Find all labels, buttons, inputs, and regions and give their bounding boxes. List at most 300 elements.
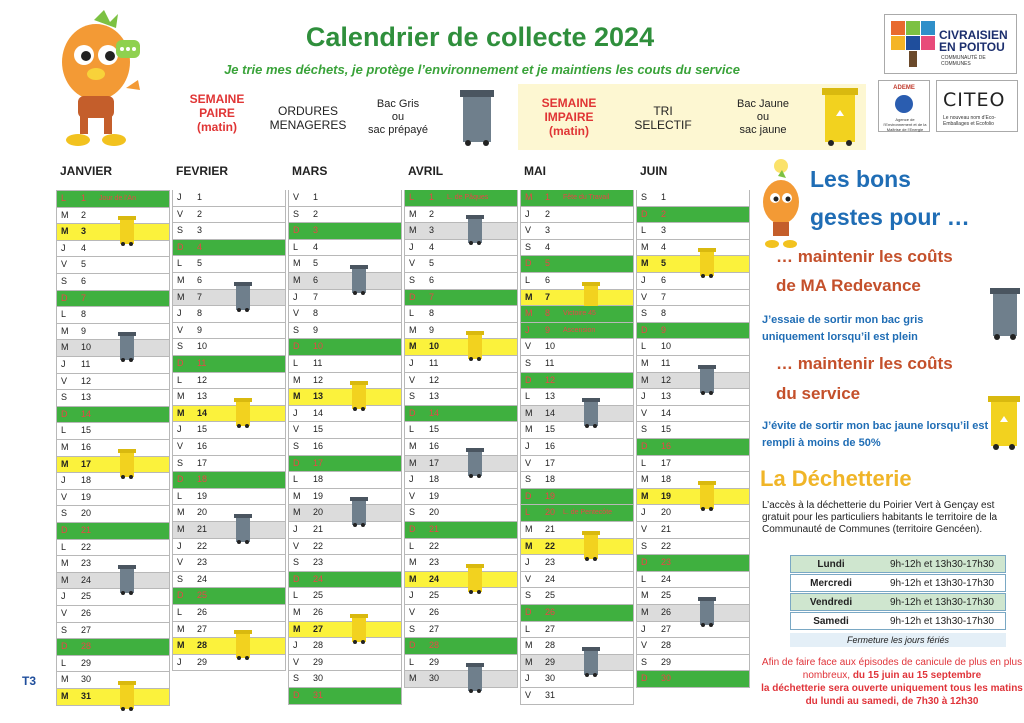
day-number: 9: [197, 324, 203, 335]
tree-logo-icon: [891, 21, 935, 67]
day-letter: M: [293, 507, 301, 518]
day-number: 12: [661, 374, 672, 385]
day-cell: [520, 190, 634, 207]
day-cell: [636, 472, 750, 489]
day-letter: V: [409, 258, 416, 269]
day-letter: S: [293, 208, 300, 219]
day-letter: M: [525, 656, 533, 667]
day-number: 20: [313, 507, 324, 518]
day-cell: [636, 256, 750, 273]
day-cell: [404, 655, 518, 672]
day-number: 2: [197, 208, 203, 219]
day-number: 30: [661, 673, 672, 684]
dechetterie-title: La Déchetterie: [760, 466, 912, 491]
tip-bac-jaune: J’évite de sortir mon bac jaune lorsqu’il est rempli à moins de 50%: [762, 420, 989, 449]
day-number: 23: [197, 557, 208, 568]
day-number: 24: [81, 574, 92, 585]
day-letter: L: [525, 507, 531, 518]
day-letter: M: [641, 374, 649, 385]
day-cell: [520, 555, 634, 572]
day-cell: [520, 671, 634, 688]
day-letter: S: [525, 358, 532, 368]
day-cell: [520, 489, 634, 506]
day-cell: [404, 406, 518, 423]
day-number: 14: [81, 408, 92, 419]
day-number: 30: [81, 674, 92, 685]
day-cell: [404, 190, 518, 207]
day-number: 20: [197, 507, 208, 518]
canicule-dates: du 15 juin au 15 septembre: [852, 670, 982, 681]
day-cell: [520, 389, 634, 406]
legend-bacgris-line1: Bac Gris: [376, 98, 420, 110]
day-letter: V: [641, 524, 648, 534]
day-cell: [404, 389, 518, 406]
legend-bacjaune-line2: ou: [756, 111, 770, 123]
day-letter: L: [409, 308, 415, 319]
day-letter: V: [525, 341, 532, 352]
legend-bac-jaune: [720, 98, 806, 137]
day-number: 7: [313, 291, 319, 302]
day-letter: D: [641, 557, 648, 568]
day-number: 29: [197, 656, 208, 667]
day-number: 13: [661, 391, 672, 402]
day-letter: V: [525, 225, 532, 236]
day-number: 22: [81, 541, 92, 552]
day-letter: J: [525, 673, 530, 684]
legend-bac-gris: [358, 98, 438, 137]
day-number: 26: [661, 607, 672, 617]
day-cell: [172, 422, 286, 439]
day-number: 23: [661, 557, 672, 568]
day-number: 6: [81, 276, 87, 286]
day-letter: V: [293, 424, 300, 435]
day-cell: [520, 588, 634, 605]
day-letter: S: [177, 457, 184, 468]
day-cell: [56, 490, 170, 507]
day-number: 19: [429, 490, 440, 501]
day-cell: [520, 522, 634, 539]
day-cell: [520, 688, 634, 705]
day-letter: J: [641, 391, 646, 402]
day-letter: S: [293, 557, 300, 568]
civraisien-subtitle: COMMUNAUTÉ DE COMMUNES: [941, 55, 986, 67]
day-number: 3: [429, 225, 435, 236]
day-letter: D: [177, 241, 184, 252]
day-cell: [404, 456, 518, 473]
day-cell: [404, 572, 518, 589]
day-number: 26: [197, 607, 208, 617]
day-letter: M: [293, 607, 301, 617]
day-number: 10: [197, 341, 208, 352]
legend-paire-line3: (matin): [197, 120, 237, 134]
day-cell: [404, 605, 518, 622]
ademe-logo: [878, 80, 930, 132]
day-number: 29: [429, 656, 440, 667]
dechetterie-description: L’accès à la déchetterie du Poirier Vert à Gençay est gratuit pour les particuliers habitants le territoire de la Communauté de Communes (territoire Gencéen).: [762, 500, 998, 535]
gestes-heading-2: gestes pour …: [810, 204, 970, 230]
day-cell: [172, 339, 286, 356]
canicule-hours: la déchetterie sera ouverte uniquement tous les matins du lundi au samedi, de 7h30 à 12h30: [761, 683, 1023, 707]
day-number: 2: [545, 208, 551, 219]
maintenir-heading-2b: du service: [776, 384, 861, 403]
day-number: 3: [661, 225, 667, 236]
day-letter: J: [293, 524, 298, 534]
day-letter: L: [293, 590, 299, 601]
day-letter: M: [177, 507, 185, 518]
day-cell: [636, 489, 750, 506]
day-letter: D: [293, 573, 300, 584]
day-number: 18: [313, 474, 324, 485]
day-letter: D: [177, 358, 184, 368]
day-number: 24: [197, 573, 208, 584]
day-cell: [520, 505, 634, 522]
day-number: 12: [81, 375, 92, 386]
day-letter: V: [293, 308, 300, 319]
day-letter: M: [525, 640, 533, 651]
day-number: 11: [313, 358, 323, 368]
day-letter: J: [293, 291, 298, 302]
day-number: 3: [313, 225, 319, 236]
day-letter: J: [293, 640, 298, 651]
day-letter: D: [641, 324, 648, 335]
page-title: Calendrier de collecte 2024: [305, 22, 655, 52]
day-letter: L: [177, 607, 183, 617]
day-letter: J: [177, 656, 182, 667]
day-number: 2: [81, 209, 87, 220]
day-letter: M: [293, 258, 301, 269]
canicule-text: Afin de faire face aux épisodes de canicule de plus en plus nombreux,: [761, 657, 1023, 681]
day-cell: [636, 273, 750, 290]
day-letter: D: [293, 341, 300, 352]
day-cell: [172, 489, 286, 506]
legend-ordures-menageres: [258, 104, 358, 132]
day-letter: M: [177, 291, 185, 302]
day-cell: [288, 605, 402, 622]
day-number: 21: [429, 524, 440, 534]
day-number: 19: [545, 490, 556, 501]
maintenir-heading-1: … maintenir les coûts: [776, 247, 953, 266]
day-letter: L: [177, 258, 183, 269]
day-cell: [172, 505, 286, 522]
day-cell: [636, 622, 750, 639]
day-number: 20: [545, 507, 556, 518]
day-cell: [288, 240, 402, 257]
day-number: 28: [545, 640, 556, 651]
day-cell: [288, 256, 402, 273]
day-letter: V: [409, 607, 416, 617]
day-letter: S: [525, 241, 532, 252]
day-letter: J: [641, 275, 646, 285]
legend-bacgris-line3: sac prépayé: [368, 124, 428, 136]
day-number: 27: [661, 623, 672, 634]
hours-value: 9h-12h et 13h30-17h30: [890, 597, 994, 608]
day-letter: L: [641, 457, 647, 468]
day-cell: [172, 306, 286, 323]
day-letter: M: [61, 226, 69, 237]
day-letter: V: [525, 573, 532, 584]
day-number: 21: [313, 524, 324, 534]
day-cell: [172, 439, 286, 456]
day-number: 5: [545, 258, 551, 269]
day-letter: M: [61, 558, 69, 569]
day-number: 17: [661, 457, 672, 468]
day-cell: [56, 357, 170, 374]
day-cell: [172, 256, 286, 273]
day-cell: [288, 456, 402, 473]
day-letter: M: [409, 573, 417, 584]
day-cell: [404, 373, 518, 390]
day-cell: [404, 339, 518, 356]
legend-impaire-line1: SEMAINE: [541, 96, 597, 110]
day-letter: S: [293, 324, 300, 335]
day-letter: D: [641, 208, 648, 219]
day-letter: V: [641, 407, 648, 418]
day-letter: D: [61, 292, 68, 303]
day-number: 6: [545, 275, 551, 285]
day-number: 5: [313, 258, 319, 269]
day-number: 24: [661, 573, 672, 584]
day-cell: [288, 622, 402, 639]
day-letter: M: [177, 623, 185, 634]
day-number: 16: [197, 441, 208, 451]
day-number: 17: [545, 457, 556, 468]
day-letter: D: [409, 291, 416, 302]
legend-bacgris-line2: ou: [391, 111, 405, 123]
citeo-name: CITEO: [943, 89, 1006, 111]
day-number: 12: [197, 374, 208, 385]
day-number: 4: [313, 241, 319, 252]
day-letter: S: [409, 507, 416, 518]
day-number: 22: [313, 540, 324, 551]
day-letter: D: [525, 607, 532, 617]
day-letter: J: [177, 308, 182, 319]
day-number: 11: [81, 359, 91, 369]
legend-impaire-line3: (matin): [549, 124, 589, 138]
day-letter: L: [409, 424, 415, 435]
day-letter: M: [177, 524, 185, 534]
day-letter: V: [177, 324, 184, 335]
day-letter: M: [177, 275, 185, 285]
day-letter: D: [641, 441, 648, 451]
day-cell: [404, 622, 518, 639]
day-letter: S: [641, 424, 648, 435]
day-number: 10: [81, 342, 92, 353]
day-letter: J: [641, 507, 646, 518]
day-letter: V: [61, 491, 68, 502]
day-letter: M: [641, 358, 649, 368]
civraisien-logo: [884, 14, 1017, 74]
day-cell: [288, 290, 402, 307]
day-letter: L: [293, 241, 299, 252]
legend-impaire-line2: IMPAIRE: [544, 110, 594, 124]
day-number: 1: [313, 192, 319, 202]
day-number: 21: [661, 524, 672, 534]
day-number: 10: [313, 341, 324, 352]
day-cell: [56, 324, 170, 341]
day-number: 8: [429, 308, 435, 319]
day-cell: [56, 224, 170, 241]
day-number: 24: [545, 573, 556, 584]
day-cell: [56, 340, 170, 357]
day-number: 31: [545, 690, 556, 700]
day-number: 1: [661, 192, 667, 202]
day-letter: M: [525, 291, 533, 302]
onion-mascot-small-illustration: [758, 158, 804, 250]
day-letter: L: [61, 425, 67, 436]
day-letter: D: [61, 408, 68, 419]
day-cell: [56, 241, 170, 258]
day-number: 13: [545, 391, 556, 402]
day-number: 4: [81, 242, 87, 253]
day-cell: [404, 422, 518, 439]
day-number: 29: [545, 656, 556, 667]
day-cell: [56, 257, 170, 274]
day-number: 30: [429, 673, 440, 684]
page-code: T3: [22, 674, 37, 688]
day-letter: S: [61, 508, 68, 519]
day-letter: M: [61, 442, 69, 452]
day-letter: V: [61, 608, 68, 618]
day-number: 4: [545, 241, 551, 252]
day-cell: [288, 555, 402, 572]
day-number: 17: [313, 457, 324, 468]
gray-bin-icon: [466, 663, 484, 693]
holiday-label: L. de Pâques: [447, 194, 489, 201]
day-number: 13: [313, 391, 324, 402]
day-number: 18: [197, 474, 208, 485]
day-cell: [636, 522, 750, 539]
fermeture-note: Fermeture les jours fériés: [790, 633, 1006, 647]
day-letter: L: [177, 490, 183, 501]
legend-tri-selectif: [618, 104, 708, 132]
day-letter: V: [177, 557, 184, 568]
day-letter: M: [641, 474, 649, 485]
ademe-globe-icon: [895, 95, 913, 113]
hours-day: Mercredi: [810, 578, 852, 589]
day-cell: [520, 223, 634, 240]
gestes-heading-1: Les bons: [810, 166, 911, 192]
day-number: 20: [81, 508, 92, 519]
day-letter: M: [293, 391, 301, 402]
day-cell: [288, 505, 402, 522]
day-letter: L: [293, 358, 299, 368]
day-cell: [288, 638, 402, 655]
day-letter: M: [293, 374, 301, 385]
day-number: 1: [429, 192, 435, 202]
day-letter: M: [409, 225, 417, 236]
day-cell: [288, 306, 402, 323]
day-cell: [56, 307, 170, 324]
day-cell: [288, 356, 402, 373]
day-number: 27: [313, 623, 324, 634]
day-number: 25: [81, 591, 92, 602]
holiday-label: L. de Pentecôte: [563, 509, 613, 517]
day-cell: [404, 505, 518, 522]
day-cell: [636, 240, 750, 257]
ademe-name: ADEME: [893, 85, 915, 91]
day-cell: [404, 439, 518, 456]
day-letter: M: [61, 691, 69, 701]
day-letter: V: [61, 259, 68, 270]
month-header: MAI: [524, 164, 546, 178]
day-number: 7: [197, 291, 203, 302]
gray-bin-icon: [460, 90, 494, 146]
day-letter: J: [525, 441, 530, 451]
day-number: 15: [661, 424, 672, 435]
day-cell: [520, 572, 634, 589]
day-letter: M: [409, 324, 417, 335]
day-letter: J: [293, 407, 298, 418]
day-cell: [172, 539, 286, 556]
day-cell: [56, 208, 170, 225]
day-cell: [520, 273, 634, 290]
hours-value: 9h-12h et 13h30-17h30: [890, 559, 994, 570]
day-number: 7: [81, 292, 87, 303]
day-letter: L: [641, 341, 647, 352]
day-letter: S: [641, 540, 648, 551]
day-cell: [636, 605, 750, 622]
tip-bac-gris: J’essaie de sortir mon bac gris uniquement lorsqu’il est plein: [762, 314, 924, 343]
day-cell: [404, 472, 518, 489]
day-cell: [56, 689, 170, 706]
day-number: 21: [81, 525, 92, 535]
day-letter: J: [61, 359, 66, 369]
day-number: 28: [429, 640, 440, 651]
day-letter: D: [525, 374, 532, 385]
day-number: 10: [545, 341, 556, 352]
yellow-bin-icon: [988, 396, 1020, 450]
day-number: 25: [313, 590, 324, 601]
day-cell: [56, 407, 170, 424]
day-letter: L: [525, 623, 531, 634]
day-cell: [288, 655, 402, 672]
day-number: 3: [81, 226, 87, 237]
day-number: 5: [661, 258, 667, 269]
day-cell: [636, 505, 750, 522]
day-number: 28: [81, 641, 92, 652]
day-cell: [520, 422, 634, 439]
day-letter: D: [61, 525, 68, 535]
day-cell: [56, 473, 170, 490]
day-number: 19: [197, 490, 208, 501]
day-number: 12: [313, 374, 324, 385]
day-number: 2: [429, 208, 435, 219]
day-letter: M: [525, 308, 533, 319]
day-number: 31: [81, 691, 92, 701]
day-letter: S: [525, 590, 532, 601]
day-letter: J: [525, 208, 530, 219]
day-cell: [636, 422, 750, 439]
day-number: 27: [81, 624, 92, 635]
day-number: 26: [313, 607, 324, 617]
yellow-bin-icon: [118, 681, 136, 711]
day-number: 14: [545, 407, 556, 418]
hours-row: [790, 555, 1006, 573]
day-number: 2: [661, 208, 667, 219]
day-cell: [56, 291, 170, 308]
day-cell: [288, 389, 402, 406]
month-header: AVRIL: [408, 164, 444, 178]
day-letter: V: [61, 375, 68, 386]
day-number: 22: [197, 540, 208, 551]
day-letter: D: [61, 641, 68, 652]
day-number: 16: [313, 441, 324, 451]
day-cell: [636, 439, 750, 456]
day-letter: M: [409, 341, 417, 352]
day-number: 6: [661, 275, 667, 285]
legend-paire-line1: SEMAINE: [189, 92, 245, 106]
day-number: 27: [429, 623, 440, 634]
